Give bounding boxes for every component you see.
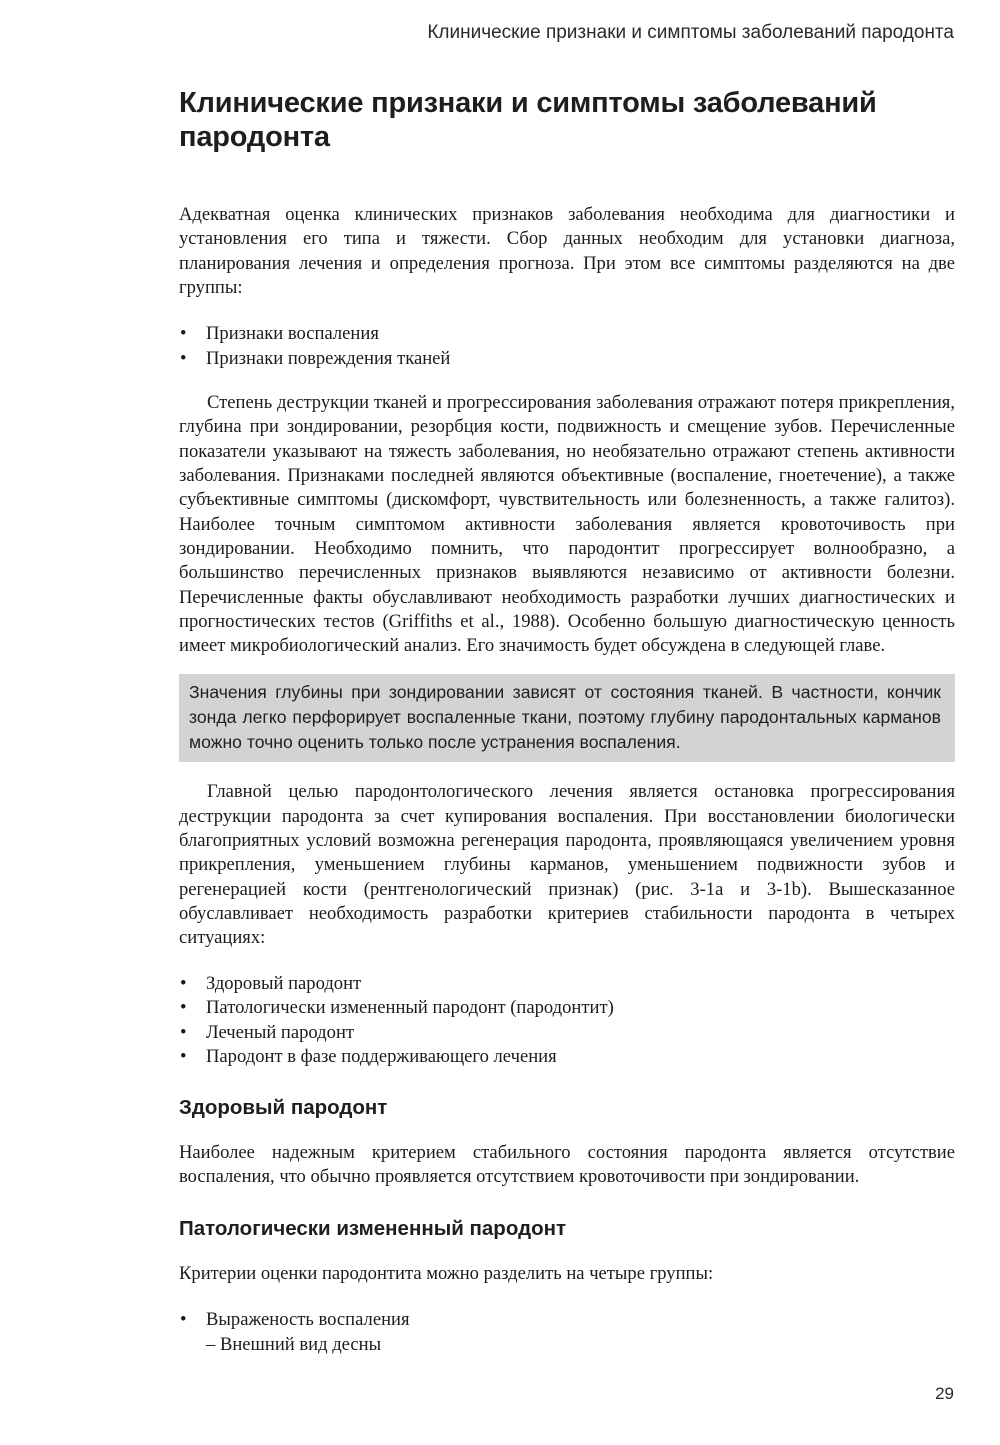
- healthy-section-heading: Здоровый пародонт: [179, 1095, 388, 1119]
- bullet-icon: •: [180, 1021, 187, 1043]
- page-title: [179, 86, 955, 154]
- bullet-icon: •: [180, 972, 187, 994]
- page-content: [179, 86, 955, 1357]
- page-title-line-2: пародонта: [179, 121, 330, 153]
- page-number: 29: [935, 1384, 954, 1403]
- pathological-section-heading: Патологически измененный пародонт: [179, 1217, 567, 1241]
- list-item-text: Леченый пародонт: [206, 1021, 355, 1043]
- page-title-line-1: Клинические признаки и симптомы заболеваний: [179, 87, 877, 119]
- list-item-text: Здоровый пародонт: [206, 972, 362, 994]
- list-item: [179, 972, 955, 997]
- sub-list-item: – Внешний вид десны: [206, 1333, 382, 1355]
- healthy-section-text: Наиболее надежным критерием стабильного состояния пародонта является отсутствие воспаления, что обычно проявляется отсутствием кровоточивости при зондировании.: [179, 1141, 955, 1187]
- situations-list: [179, 972, 955, 1070]
- list-item: [179, 1045, 955, 1070]
- bullet-icon: •: [180, 1309, 187, 1331]
- running-header: Клинические признаки и симптомы заболеваний пародонта: [427, 22, 954, 43]
- destruction-paragraph: Степень деструкции тканей и прогрессирования заболевания отражают потеря прикрепления, глубина при зондировании, резорбция кости, подвижность и смещение зубов. Перечисленные показатели указывают на тяжесть заболевания, но необязательно отражают степень активности заболевания. Признаками последней являются объективные (воспаление, гноетечение), а также субъективные симптомы (дискомфорт, чувствительность или болезненность, а также галитоз). Наиболее точным симптомом активности заболевания является кровоточивость при зондировании. Необходимо помнить, что пародонтит прогрессирует волнообразно, а большинство перечисленных признаков выявляются независимо от активности болезни. Перечисленные факты обуславливают необходимость разработки лучших диагностических и прогностических тестов (Griffiths et al., 1988). Особенно большую диагностическую ценность имеет микробиологический анализ. Его значимость будет обсуждена в следующей главе.: [179, 392, 955, 657]
- list-item-text: Выраженость воспаления: [206, 1309, 410, 1331]
- callout-text: Значения глубины при зондировании зависят от состояния тканей. В частности, кончик зонда легко перфорирует воспаленные ткани, поэтому глубину пародонтальных карманов можно точно оценить только после устранения воспаления.: [189, 682, 941, 753]
- list-item-text: Признаки повреждения тканей: [206, 347, 451, 369]
- treatment-paragraph: Главной целью пародонтологического лечения является остановка прогрессирования деструкции пародонта за счет купирования воспаления. При восстановлении биологически благоприятных условий возможна регенерация пародонта, проявляющаяся увеличением уровня прикрепления, уменьшением глубины карманов, уменьшением подвижности зубов и регенерацией кости (рентгенологический признак) (рис. 3-1а и 3-1b). Вышесказанное обуславливает необходимость разработки критериев стабильности пародонта в четырех ситуациях:: [179, 781, 955, 949]
- bullet-icon: •: [180, 1046, 187, 1068]
- list-item: [179, 347, 955, 372]
- bullet-icon: •: [180, 997, 187, 1019]
- list-item: [179, 996, 955, 1021]
- list-item: [179, 322, 955, 347]
- bullet-icon: •: [180, 347, 187, 369]
- intro-paragraph: Адекватная оценка клинических признаков заболевания необходима для диагностики и установления его типа и тяжести. Сбор данных необходим для установки диагноза, планирования лечения и определения прогноза. При этом все симптомы разделяются на две группы:: [179, 204, 955, 298]
- list-item: [179, 1021, 955, 1046]
- pathological-section-text: Критерии оценки пародонтита можно разделить на четыре группы:: [179, 1263, 714, 1285]
- symptom-groups-list: [179, 322, 955, 371]
- list-item-text: Признаки воспаления: [206, 323, 379, 345]
- list-item: [179, 1308, 955, 1333]
- callout-box: [179, 674, 955, 762]
- bullet-icon: •: [180, 323, 187, 345]
- list-item-text: Патологически измененный пародонт (пародонтит): [206, 997, 614, 1019]
- criteria-list: [179, 1308, 955, 1333]
- list-item-text: Пародонт в фазе поддерживающего лечения: [206, 1046, 557, 1068]
